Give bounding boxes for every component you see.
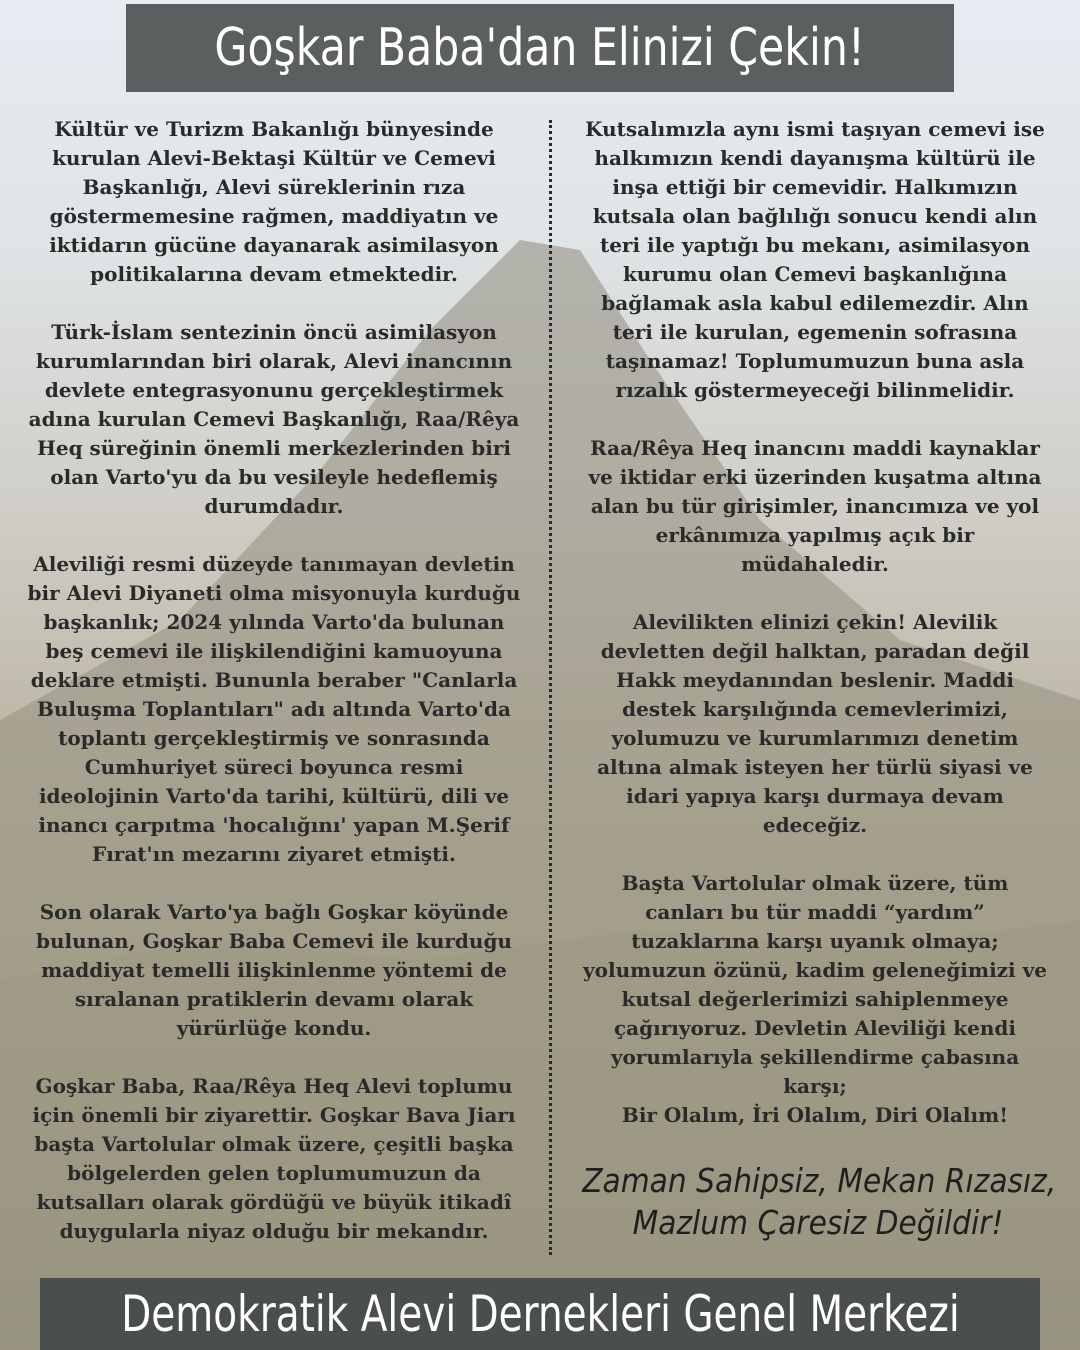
left-paragraph: Aleviliği resmi düzeyde tanımayan devletin bir Alevi Diyaneti olma misyonuyla kurduğu başkanlık; 2024 yılında Varto'da bulunan beş cemevi ile ilişkilendiğini kamuoyuna deklare etmişti. Bununla beraber "Canlarla Buluşma Toplantıları" adı altında Varto'da toplantı gerçekleştirmiş ve sonrasında Cumhuriyet süreci boyunca resmi ideolojinin Varto'da tarihi, kültürü, dili ve inancı çarpıtma 'hocalığını' yapan M.Şerif Fırat'ın mezarını ziyaret etmişti.	[27, 552, 521, 866]
slogan-line: Zaman Sahipsiz, Mekan Rızasız,	[582, 1161, 1057, 1200]
slogan	[556, 1160, 1080, 1244]
footer-banner	[40, 1278, 1040, 1350]
right-text-column	[556, 115, 1074, 1159]
left-text-column	[8, 115, 540, 1275]
right-paragraph: Alevilikten elinizi çekin! Alevilik devletten değil halktan, paradan değil Hakk meydanından beslenir. Maddi destek karşılığında cemevlerimizi, yolumuzu ve kurumlarımızı denetim altına almak isteyen her türlü siyasi ve idari yapıya karşı durmaya devam edeceğiz.	[597, 610, 1033, 837]
organization-name: Demokratik Alevi Dernekleri Genel Merkezi	[120, 1285, 960, 1343]
right-paragraph: Raa/Rêya Heq inancını maddi kaynaklar ve iktidar erki üzerinden kuşatma altına alan bu tür girişimler, inancımıza ve yol erkânımıza yapılmış açık bir müdahaledir.	[588, 436, 1042, 576]
left-paragraph: Son olarak Varto'ya bağlı Goşkar köyünde bulunan, Goşkar Baba Cemevi ile kurduğu maddiyat temelli ilişkinlenme yöntemi de sıralanan pratiklerin devamı olarak yürürlüğe kondu.	[36, 900, 512, 1040]
title-banner	[126, 4, 954, 92]
left-paragraph: Kültür ve Turizm Bakanlığı bünyesinde kurulan Alevi-Bektaşi Kültür ve Cemevi Başkanlığı, Alevi süreklerinin rıza göstermemesine rağmen, maddiyatın ve iktidarın gücüne dayanarak asimilasyon politikalarına devam etmektedir.	[49, 117, 499, 286]
left-paragraph: Goşkar Baba, Raa/Rêya Heq Alevi toplumu için önemli bir ziyarettir. Goşkar Bava Jiarı başta Vartolular olmak üzere, çeşitli başka bölgelerden gelen toplumumuzun da kutsalları olarak gördüğü ve büyük itikadî duygularla niyaz olduğu bir mekandır.	[32, 1074, 516, 1243]
left-paragraph: Türk-İslam sentezinin öncü asimilasyon kurumlarından biri olarak, Alevi inancının devlete entegrasyonunu gerçekleştirmek adına kurulan Cemevi Başkanlığı, Raa/Rêya Heq süreğinin önemli merkezlerinden biri olan Varto'yu da bu vesileyle hedeflemiş durumdadır.	[28, 320, 520, 518]
right-paragraph: Başta Vartolular olmak üzere, tüm canları bu tür maddi “yardım” tuzaklarına karşı uyanık olmaya; yolumuzun özünü, kadim geleneğimizi ve kutsal değerlerimizi sahiplenmeye çağırıyoruz. Devletin Aleviliği kendi yorumlarıyla şekillendirme çabasına karşı; Bir Olalım, İri Olalım, Diri Olalım!	[583, 871, 1047, 1127]
right-paragraph: Kutsalımızla aynı ismi taşıyan cemevi ise halkımızın kendi dayanışma kültürü ile inşa ettiği bir cemevidir. Halkımızın kutsala olan bağlılığı sonucu kendi alın teri ile yaptığı bu mekanı, asimilasyon kurumu olan Cemevi başkanlığına bağlamak asla kabul edilemezdir. Alın teri ile kurulan, egemenin sofrasına taşınamaz! Toplumumuzun buna asla rızalık göstermeyeceği bilinmelidir.	[585, 117, 1045, 402]
page-title: Goşkar Baba'dan Elinizi Çekin!	[214, 18, 866, 78]
slogan-line: Mazlum Çaresiz Değildir!	[632, 1203, 1004, 1242]
column-divider	[549, 120, 552, 1255]
